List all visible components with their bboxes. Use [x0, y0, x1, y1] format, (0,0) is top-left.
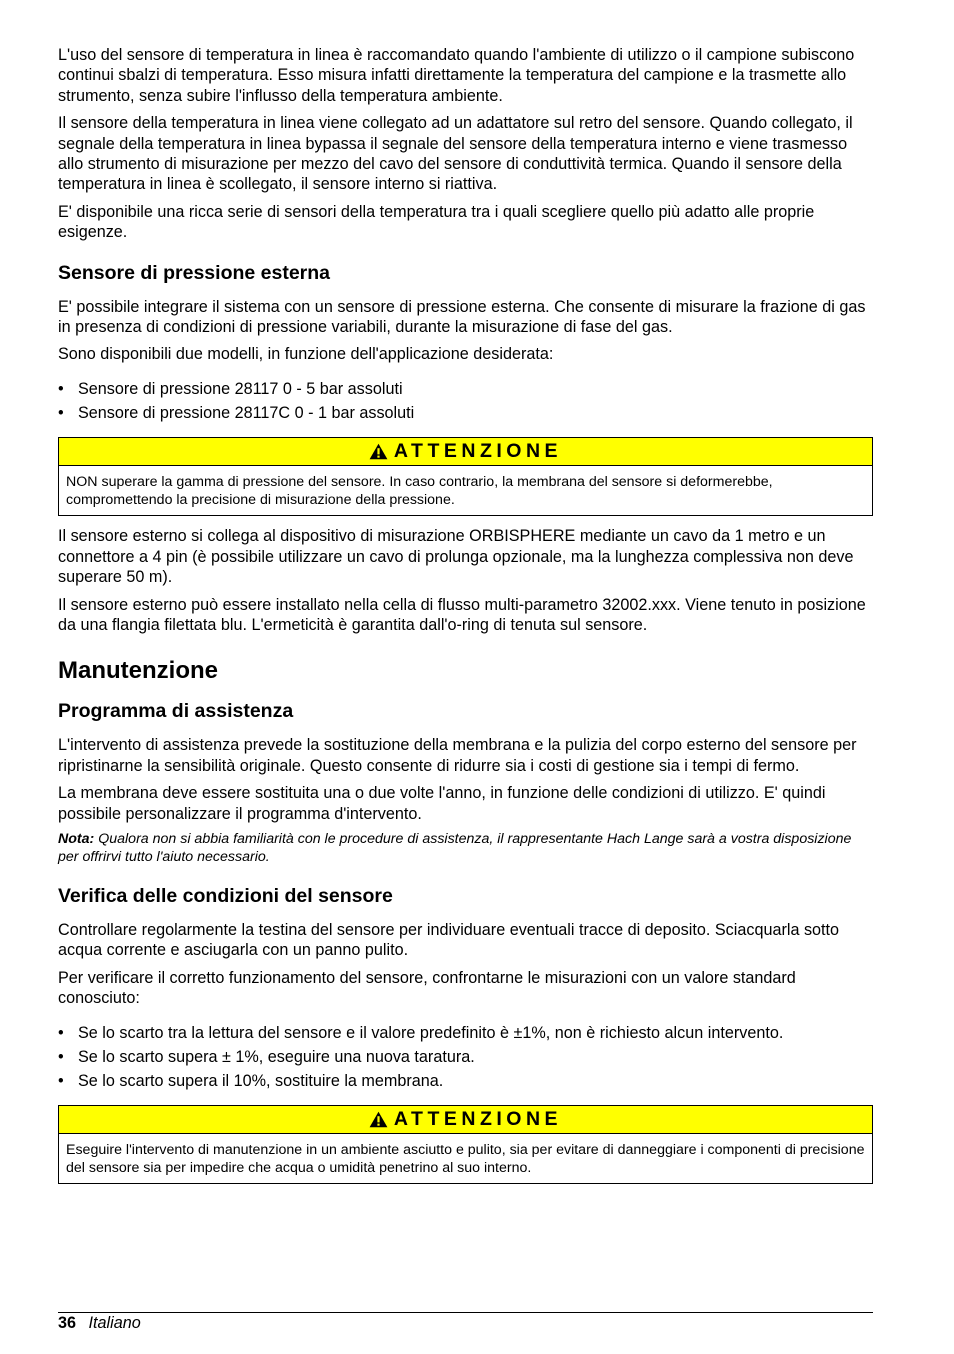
check-steps-list — [58, 1023, 873, 1091]
maintenance-heading: Manutenzione — [58, 657, 218, 685]
intro-paragraph-2: Il sensore della temperatura in linea viene collegato ad un adattatore sul retro del sensore. Quando collegato, il segnale della temperatura in linea bypassa il segnale del sensore della temperatura interno e viene trasmesso allo strumento di misurazione per mezzo del cavo del sensore di conduttività termica. Quando il sensore della temperatura in linea è scollegato, il sensore interno si riattiva. — [58, 114, 853, 194]
bullet-icon: • — [58, 1023, 64, 1042]
pressure-models-list — [58, 379, 873, 423]
pressure-sensor-heading: Sensore di pressione esterna — [58, 261, 331, 284]
intro-paragraph-3: E' disponibile una ricca serie di sensori della temperatura tra i quali scegliere quello più adatto alle proprie esigenze. — [58, 202, 815, 242]
check-paragraph-1: Controllare regolarmente la testina del sensore per individuare eventuali tracce di deposito. Sciacquarla sotto acqua corrente e asciugarla con un panno pulito. — [58, 920, 840, 960]
warning-title: ATTENZIONE — [393, 440, 563, 463]
list-item: • Sensore di pressione 28117 0 - 5 bar assoluti — [58, 379, 403, 398]
service-program-heading: Programma di assistenza — [58, 700, 294, 723]
footer-divider — [58, 1312, 873, 1313]
warning-triangle-icon — [369, 443, 388, 460]
warning-text: NON superare la gamma di pressione del sensore. In caso contrario, la membrana del sensore si deformerebbe, compromettendo la precisione di misurazione della pressione. — [66, 474, 773, 509]
bullet-icon: • — [58, 1071, 64, 1090]
bullet-icon: • — [58, 1047, 64, 1066]
service-paragraph-2: La membrana deve essere sostituita una o due volte l'anno, in funzione delle condizioni di utilizzo. E' quindi possibile personalizzare il programma d'intervento. — [58, 784, 826, 823]
maintenance-warning-box — [58, 1105, 873, 1184]
service-paragraph-1: L'intervento di assistenza prevede la sostituzione della membrana e la pulizia del corpo esterno del sensore per ripristinarne la sensibilità originale. Questo consente di ridurre sia i costi di gestione sia i tempi di fermo. — [58, 736, 857, 775]
document-page — [58, 45, 873, 1194]
pressure-warning-box — [58, 437, 873, 516]
list-item: • Se lo scarto supera il 10%, sostituire la membrana. — [58, 1071, 444, 1090]
list-item: • Se lo scarto tra la lettura del sensore e il valore predefinito è ±1%, non è richiesto alcun intervento. — [58, 1023, 784, 1042]
service-note — [58, 830, 873, 866]
pressure-paragraph-2: Sono disponibili due modelli, in funzione dell'applicazione desiderata: — [58, 345, 554, 364]
sensor-check-heading: Verifica delle condizioni del sensore — [58, 884, 393, 907]
pressure-paragraph-1: E' possibile integrare il sistema con un sensore di pressione esterna. Che consente di misurare la frazione di gas in presenza di condizioni di pressione variabili, durante la misurazione di fase del gas. — [58, 297, 866, 337]
warning-text: Eseguire l'intervento di manutenzione in un ambiente asciutto e pulito, sia per evitare di danneggiare i componenti di precisione del sensore sia per impedire che acqua o umidità penetrino al suo interno. — [66, 1141, 865, 1176]
page-number: 36 — [58, 1314, 77, 1332]
bullet-icon: • — [58, 403, 64, 422]
note-text: Qualora non si abbia familiarità con le procedure di assistenza, il rappresentante Hach Lange sarà a vostra disposizione per offrirvi tutto l'aiuto necessario. — [58, 830, 852, 865]
footer-language: Italiano — [88, 1314, 141, 1332]
note-label: Nota: — [58, 830, 95, 847]
warning-triangle-icon — [369, 1111, 388, 1128]
warning-title: ATTENZIONE — [393, 1107, 563, 1130]
pressure-paragraph-4: Il sensore esterno può essere installato nella cella di flusso multi-parametro 32002.xxx. Viene tenuto in posizione da una flangia filettata blu. L'ermeticità è garantita dall'o-ring di tenuta sul sensore. — [58, 595, 866, 634]
intro-paragraph-1: L'uso del sensore di temperatura in linea è raccomandato quando l'ambiente di utilizzo o il campione subiscono continui sbalzi di temperatura. Esso misura infatti direttamente la temperatura del campione e la trasmette allo strumento, senza subire l'influsso della temperatura ambiente. — [58, 46, 855, 105]
bullet-icon: • — [58, 379, 64, 398]
page-footer — [58, 1313, 141, 1333]
pressure-paragraph-3: Il sensore esterno si collega al dispositivo di misurazione ORBISPHERE mediante un cavo da 1 metro e un connettore a 4 pin (è possibile utilizzare un cavo di prolunga opzionale, ma la lunghezza complessiva non deve superare 50 m). — [58, 527, 854, 587]
warning-header — [59, 438, 872, 466]
list-item: • Se lo scarto supera ± 1%, eseguire una nuova taratura. — [58, 1047, 475, 1066]
warning-header — [59, 1106, 872, 1134]
list-item: • Sensore di pressione 28117C 0 - 1 bar assoluti — [58, 403, 415, 422]
check-paragraph-2: Per verificare il corretto funzionamento del sensore, confrontarne le misurazioni con un valore standard conosciuto: — [58, 968, 796, 1008]
